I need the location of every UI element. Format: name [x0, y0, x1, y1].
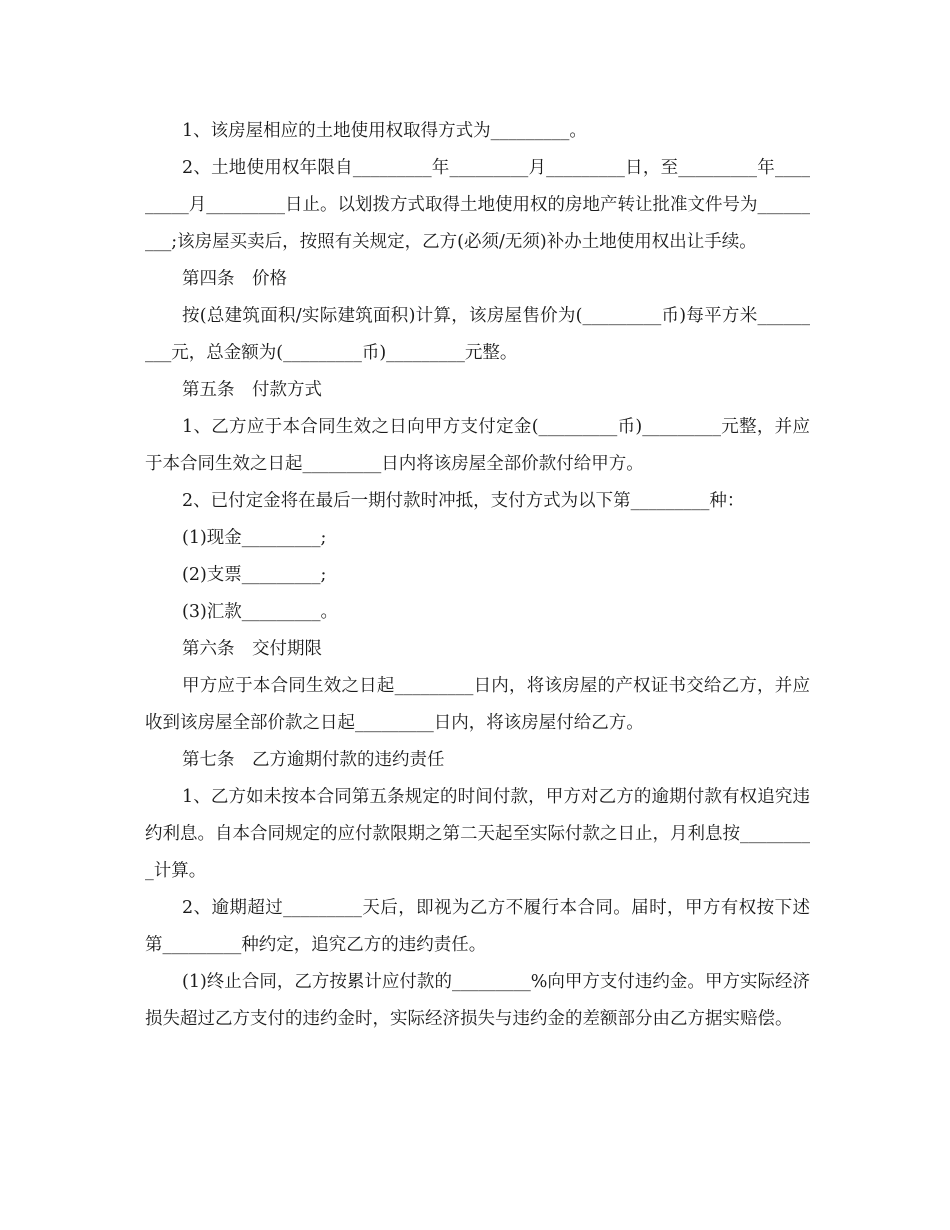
late-payment-interest-clause: 1、乙方如未按本合同第五条规定的时间付款，甲方对乙方的逾期付款有权追究违约利息。自本合同规定的应付款限期之第二天起至实际付款之日止，月利息按_________计算。 [145, 787, 810, 881]
land-use-term-clause: 2、土地使用权年限自_________年_________月_________日，至_________年_________月_________日止。以划拨方式取得土地使用权的房地产转让批准文件号为_________;该房屋买卖后，按照有关规定，乙方(必须/无须)补办土地使用权出让手续。 [145, 158, 810, 252]
payment-method-clause: 2、已付定金将在最后一期付款时冲抵，支付方式为以下第_________种： [182, 491, 745, 511]
termination-penalty-clause: (1)终止合同，乙方按累计应付款的_________%向甲方支付违约金。甲方实际经济损失超过乙方支付的违约金时，实际经济损失与违约金的差额部分由乙方据实赔偿。 [145, 972, 810, 1029]
article-7-heading: 第七条 乙方逾期付款的违约责任 [182, 750, 445, 770]
document-body [145, 113, 810, 1038]
article-6-heading: 第六条 交付期限 [182, 639, 322, 659]
land-use-acquisition-clause: 1、该房屋相应的土地使用权取得方式为_________。 [182, 121, 587, 141]
price-clause: 按(总建筑面积/实际建筑面积)计算，该房屋售价为(_________币)每平方米_________元，总金额为(_________币)_________元整。 [145, 306, 810, 363]
article-5-heading: 第五条 付款方式 [182, 380, 322, 400]
payment-option-cash: (1)现金_________; [182, 528, 327, 548]
payment-option-check: (2)支票_________; [182, 565, 327, 585]
delivery-term-clause: 甲方应于本合同生效之日起_________日内，将该房屋的产权证书交给乙方，并应收到该房屋全部价款之日起_________日内，将该房屋付给乙方。 [145, 676, 810, 733]
payment-option-transfer: (3)汇款_________。 [182, 602, 339, 622]
overdue-breach-clause: 2、逾期超过_________天后，即视为乙方不履行本合同。届时，甲方有权按下述第_________种约定，追究乙方的违约责任。 [145, 898, 810, 955]
deposit-clause: 1、乙方应于本合同生效之日向甲方支付定金(_________币)_________元整，并应于本合同生效之日起_________日内将该房屋全部价款付给甲方。 [145, 417, 810, 474]
article-4-heading: 第四条 价格 [182, 269, 287, 289]
